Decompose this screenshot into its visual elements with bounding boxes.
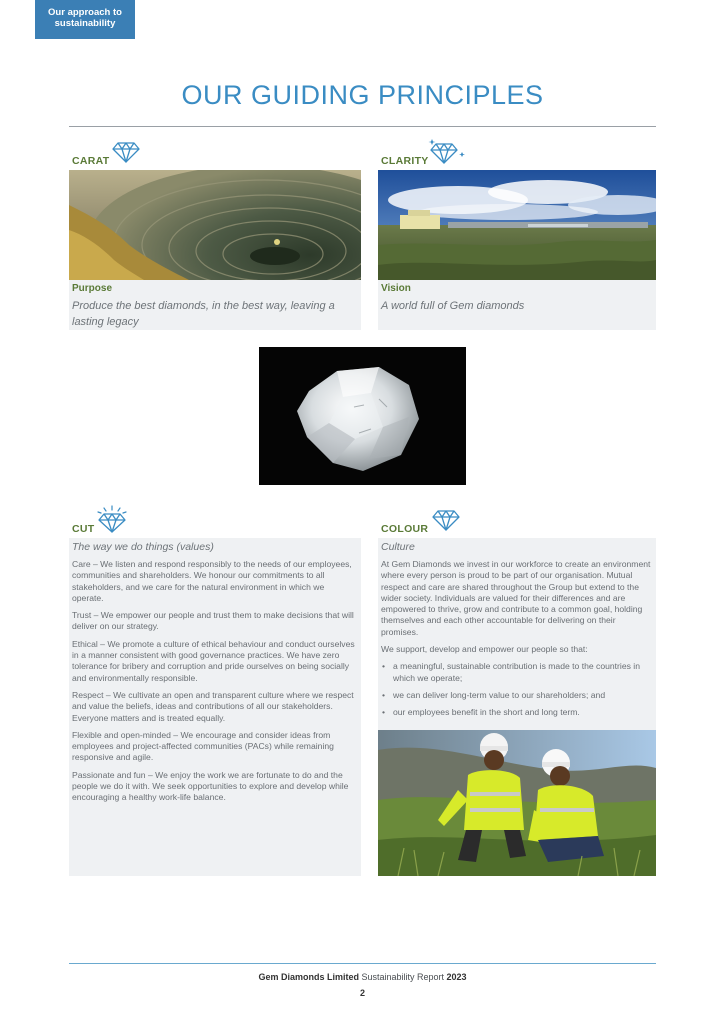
cut-subtitle: The way we do things (values) (72, 541, 214, 553)
footer-company: Gem Diamonds Limited (258, 972, 359, 982)
diamond-icon (112, 141, 140, 163)
workers-photo (378, 730, 656, 876)
rough-diamond-photo (259, 347, 466, 485)
sparkle-diamond-icon (428, 139, 468, 165)
diamond-icon (431, 509, 461, 531)
value-passionate: Passionate and fun – We enjoy the work we are fortunate to do and the people we do it with. We seek opportunities to explore and develop while encouraging a healthy work-life balance. (72, 769, 349, 803)
list-item: • we can deliver long-term value to our shareholders; and (381, 690, 653, 701)
footer-report: Sustainability Report (358, 972, 447, 982)
carat-heading: CARAT (72, 155, 110, 167)
colour-bullet-list (381, 661, 653, 718)
page-title: OUR GUIDING PRINCIPLES (181, 80, 544, 110)
colour-heading: COLOUR (381, 523, 429, 535)
page-number: 2 (359, 988, 365, 998)
footer-divider (69, 963, 656, 964)
clarity-heading: CLARITY (381, 155, 429, 167)
title-divider (69, 126, 656, 127)
clarity-text: A world full of Gem diamonds (381, 300, 525, 312)
footer (0, 972, 725, 982)
value-care: Care – We listen and respond responsibly to the needs of our employees, communities and shareholders. We honour our commitments to all stakeholders, and we care for the natural environment in which we operate. (72, 559, 352, 603)
colour-paragraph-1: At Gem Diamonds we invest in our workforce to create an environment where every person is proud to be part of our organisation. Mutual respect and care are shared throughout the Group but extend to the wider society. Individuals are valued for their differences and are empowered to thrive, grow and contribute to a common goal, holding themselves and each other accountable for delivering on their promises. (381, 559, 651, 637)
list-item: • a meaningful, sustainable contribution is made to the countries in which we operate; (381, 661, 653, 684)
carat-text: Produce the best diamonds, in the best way, leaving a lasting legacy (72, 300, 335, 328)
section-tab-line1: Our approach to (48, 7, 122, 18)
value-respect: Respect – We cultivate an open and transparent culture where we respect and value the beliefs, ideas and contributions of all our stakeholders. Everyone matters and is treated equally. (72, 689, 354, 723)
value-trust: Trust – We empower our people and trust them to make decisions that will deliver on our strategy. (72, 610, 354, 632)
section-tab[interactable] (35, 0, 135, 39)
value-flexible: Flexible and open-minded – We encourage and consider ideas from employees and project-affected communities (PACs) while remaining responsive and agile. (72, 729, 334, 763)
cut-values-list (72, 559, 358, 810)
list-item: • our employees benefit in the short and long term. (381, 707, 653, 718)
cut-heading: CUT (72, 523, 95, 535)
shining-diamond-icon (96, 505, 128, 533)
colour-paragraph-2: We support, develop and empower our people so that: (381, 644, 588, 655)
colour-subtitle: Culture (381, 541, 415, 553)
section-tab-line2: sustainability (54, 18, 116, 29)
value-ethical: Ethical – We promote a culture of ethical behaviour and conduct ourselves in a manner consistent with good governance practices. We have zero tolerance for bribery and corruption and pride ourselves on being socially and environmentally responsible. (72, 638, 355, 683)
colour-text (381, 559, 653, 725)
mine-landscape-photo (378, 170, 656, 280)
carat-label: Purpose (72, 283, 113, 294)
open-pit-mine-photo (69, 170, 361, 280)
footer-year: 2023 (446, 972, 467, 982)
clarity-label: Vision (381, 283, 411, 294)
